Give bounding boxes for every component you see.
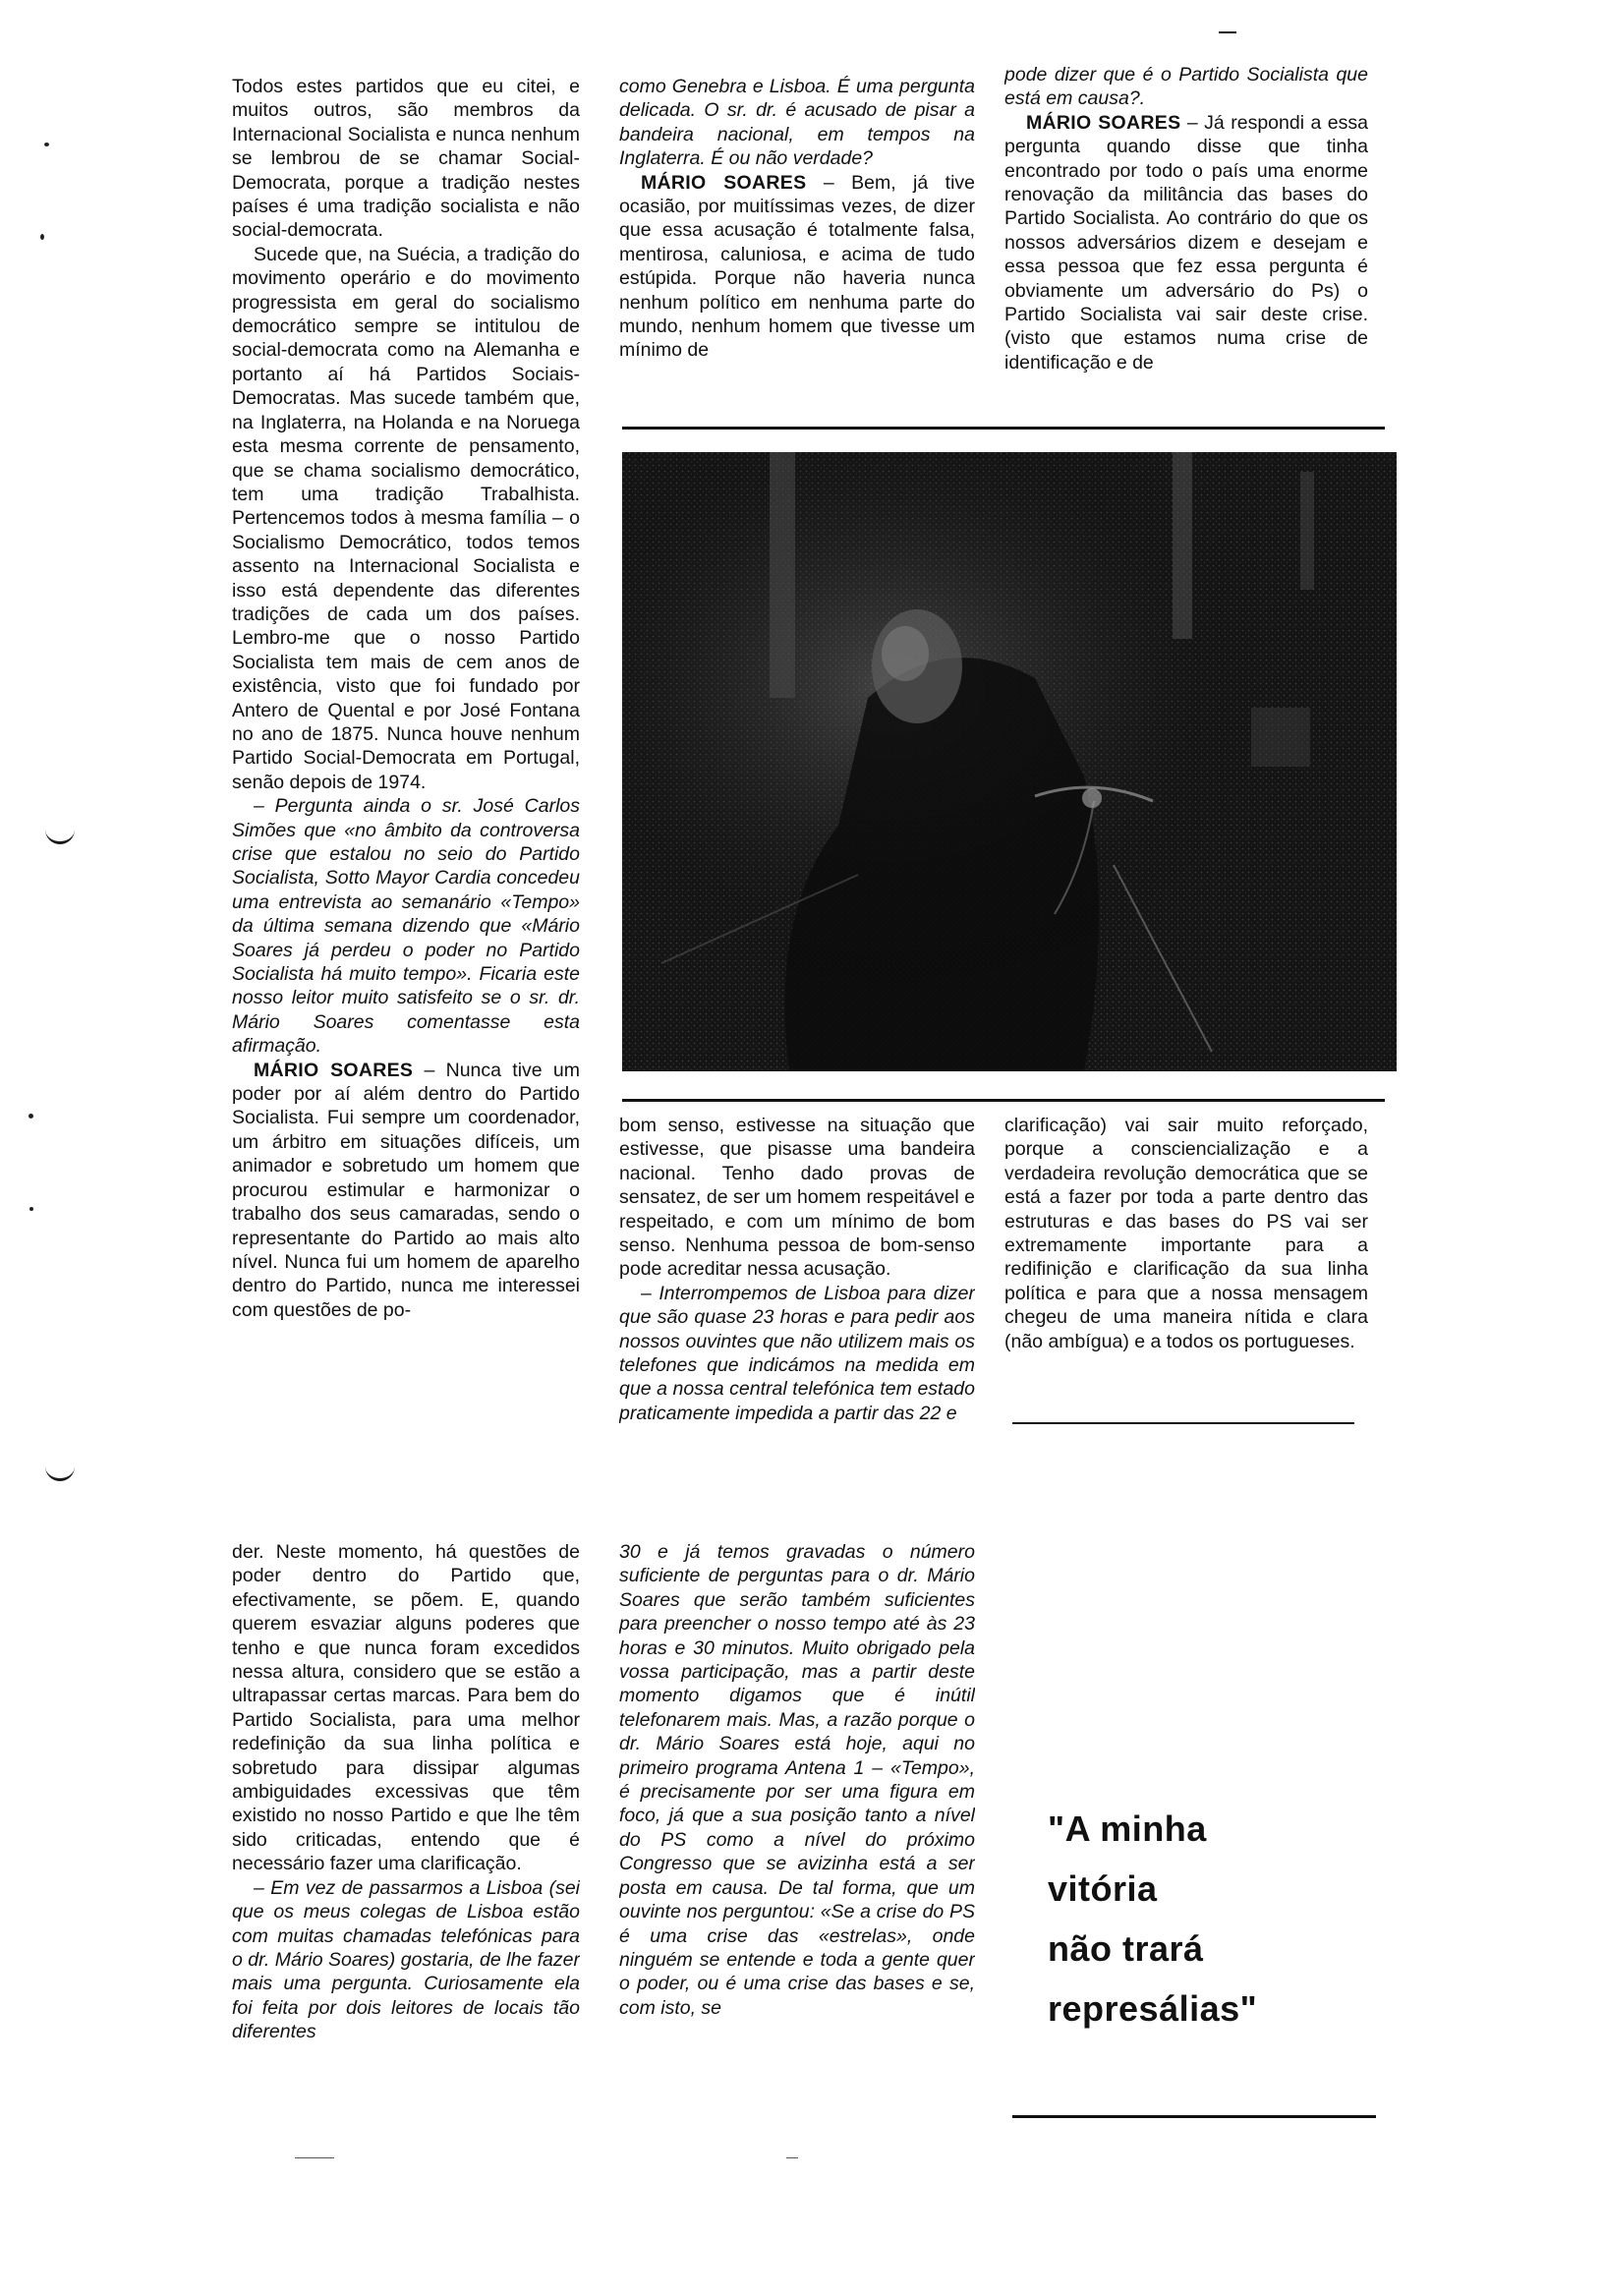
pull-quote-line-3: não trará: [1048, 1928, 1204, 1969]
paragraph: – Pergunta ainda o sr. José Carlos Simões que «no âmbito da controversa crise que estalou no seio do Partido Socialista, Sotto Mayor Cardia concedeu uma entrevista ao semanário «Tempo» da última semana dizendo que «Mário Soares já perdeu o poder no Partido Socialista há muito tempo». Ficaria este nosso leitor muito satisfeito se o sr. dr. Mário Soares comentasse esta afirmação.: [232, 795, 580, 1058]
column-2-top: [619, 75, 975, 419]
rule-above-photo: [622, 427, 1385, 430]
paragraph: [232, 1059, 580, 1322]
column-1-bottom: [232, 1540, 580, 2095]
margin-mark: [29, 1207, 33, 1211]
scan-mark: [295, 2157, 334, 2158]
column-3-top: [1004, 63, 1368, 419]
column-2-bottom: [619, 1540, 975, 2095]
paragraph: Todos estes partidos que eu citei, e muitos outros, são membros da Internacional Socialista e nunca nenhum se lembrou de se chamar Social-Democrata, porque a tradição nestes países é uma tradição socialista e não social-democrata.: [232, 76, 580, 242]
paragraph-text: – Já respondi a essa pergunta quando disse que tinha encontrado por todo o país uma enorme renovação da militância das bases do Partido Socialista. Ao contrário do que os nossos adversários dizem e desejam e essa pessoa que fez essa pergunta é obviamente um adversário do Ps) o Partido Socialista vai sair deste crise. (visto que estamos numa crise de identificação e de: [1004, 111, 1368, 373]
speaker-label: MÁRIO SOARES: [1026, 111, 1181, 134]
rule-pull-quote: [1012, 2115, 1376, 2118]
pull-quote: [1048, 1799, 1343, 2038]
rule-column-3: [1012, 1422, 1354, 1424]
photo-speaker-at-microphone: [622, 452, 1397, 1071]
paragraph: bom senso, estivesse na situação que estivesse, que pisasse uma bandeira nacional. Tenho dado provas de sensatez, de ser um homem respeitável e respeitado, e com um mínimo de bom senso. Nenhuma pessoa de bom-senso pode acreditar nessa acusação.: [619, 1115, 975, 1281]
margin-mark: [44, 143, 49, 146]
halftone-photo-graphic: [622, 452, 1397, 1071]
paragraph: – Em vez de passarmos a Lisboa (sei que os meus colegas de Lisboa estão com muitas chamadas telefónicas para o dr. Mário Soares) gostaria, de lhe fazer mais uma pergunta. Curiosamente ela foi feita por dois leitores de locais tão diferentes: [232, 1876, 580, 2043]
speaker-label: MÁRIO SOARES: [641, 171, 807, 194]
speaker-label: MÁRIO SOARES: [254, 1059, 414, 1081]
column-2-middle: [619, 1114, 975, 1526]
paragraph-text: – Nunca tive um poder por aí além dentro do Partido Socialista. Fui sempre um coordenador, um árbitro em situações difíceis, um animador e sobretudo um homem que procurou estimular e harmonizar o trabalho dos seus camaradas, sendo o representante do Partido ao mais alto nível. Nunca fui um homem de aparelho dentro do Partido, nunca me interessei com questões de po-: [232, 1059, 580, 1321]
paragraph-text: – Bem, já tive ocasião, por muitíssimas vezes, de dizer que essa acusação é totalmente falsa, mentirosa, caluniosa, e acima de tudo estúpida. Porque não haveria nunca nenhum político em nenhuma parte do mundo, nenhum homem que tivesse um mínimo de: [619, 171, 975, 362]
column-1-top: [232, 75, 580, 1529]
top-dash: [1219, 31, 1236, 33]
paragraph: clarificação) vai sair muito reforçado, porque a consciencialização e a verdadeira revolução democrática que se está a fazer por toda a parte dentro das estruturas e das bases do PS vai ser extremamente importante para a redifinição e clarificação da sua linha política e para que a nossa mensagem chegeu de uma maneira nítida e clara (não ambígua) e a todos os portugueses.: [1004, 1115, 1368, 1352]
scan-mark: [786, 2157, 798, 2158]
paragraph: como Genebra e Lisboa. É uma pergunta delicada. O sr. dr. é acusado de pisar a bandeira nacional, em tempos na Inglaterra. É ou não verdade?: [619, 76, 975, 170]
paragraph: – Interrompemos de Lisboa para dizer que são quase 23 horas e para pedir aos nossos ouvintes que não utilizem mais os telefones que indicámos na medida em que a nossa central telefónica tem estado praticamente impedida a partir das 22 e: [619, 1282, 975, 1424]
pull-quote-line-1: "A minha: [1048, 1808, 1207, 1849]
paragraph: [619, 171, 975, 363]
paragraph: der. Neste momento, há questões de poder dentro do Partido que, efectivamente, se põem. E, quando querem esvaziar alguns poderes que tenho e que nunca foram excedidos nessa altura, considero que se estão a ultrapassar certas marcas. Para bem do Partido Socialista, para uma melhor redefinição da sua linha política e sobretudo para dissipar algumas ambiguidades excessivas que têm existido no nosso Partido e que lhe têm sido criticadas, entendo que é necessário fazer uma clarificação.: [232, 1541, 580, 1875]
rule-below-photo: [622, 1099, 1385, 1102]
margin-mark: [40, 234, 44, 240]
margin-hole-mark: [45, 1464, 75, 1481]
paragraph: pode dizer que é o Partido Socialista que está em causa?.: [1004, 64, 1368, 110]
column-3-middle: [1004, 1114, 1368, 1428]
pull-quote-line-2: vitória: [1048, 1868, 1158, 1909]
paragraph: 30 e já temos gravadas o número suficiente de perguntas para o dr. Mário Soares que serão também suficientes para preencher o nosso tempo até às 23 horas e 30 minutos. Muito obrigado pela vossa participação, mas a partir deste momento digamos que é inútil telefonarem mais. Mas, a razão porque o dr. Mário Soares está hoje, aqui no primeiro programa Antena 1 – «Tempo», é precisamente por ser uma figura em foco, já que a sua posição tanto a nível do PS como a nível do próximo Congresso que se avizinha está a ser posta em causa. De tal forma, que um ouvinte nos perguntou: «Se a crise do PS é uma crise das «estrelas», onde ninguém se entende e toda a gente quer o poder, ou é uma crise das bases e se, com isto, se: [619, 1541, 975, 2019]
paragraph: Sucede que, na Suécia, a tradição do movimento operário e do movimento progressista em geral do socialismo democrático sempre se intitulou de social-democrata como na Alemanha e portanto aí há Partidos Sociais-Democratas. Mas sucede também que, na Inglaterra, na Holanda e na Noruega esta mesma corrente de pensamento, que se chama socialismo democrático, tem uma tradição Trabalhista. Pertencemos todos à mesma família – o Socialismo Democrático, todos temos assento na Internacional Socialista e isso está dependente das diferentes tradições de cada um dos países. Lembro-me que o nosso Partido Socialista tem mais de cem anos de existência, visto que foi fundado por Antero de Quental e por José Fontana no ano de 1875. Nunca houve nenhum Partido Social-Democrata em Portugal, senão depois de 1974.: [232, 243, 580, 793]
paragraph: [1004, 111, 1368, 374]
margin-mark: [29, 1114, 33, 1119]
pull-quote-line-4: represálias": [1048, 1988, 1258, 2029]
margin-hole-mark: [45, 828, 75, 844]
